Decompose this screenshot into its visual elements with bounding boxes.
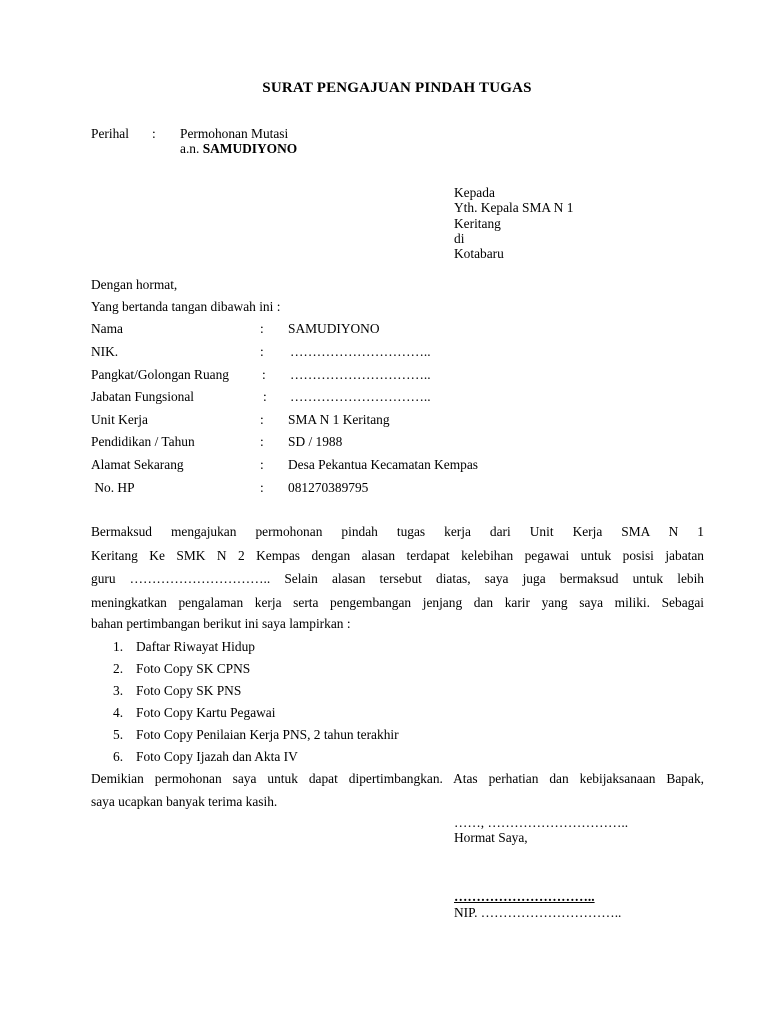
list-number: 4.: [113, 705, 124, 720]
closing-line: Demikian permohonan saya untuk dapat dipertimbangkan. Atas perhatian dan kebijaksanaan Bapak,: [91, 771, 704, 786]
perihal-name: SAMUDIYONO: [202, 141, 298, 156]
identity-label: Pangkat/Golongan Ruang: [91, 367, 229, 382]
perihal-label: Perihal: [91, 126, 129, 141]
regards: Hormat Saya,: [454, 830, 528, 845]
recipient-line: Yth. Kepala SMA N 1: [454, 200, 574, 215]
identity-colon: :: [263, 389, 267, 404]
identity-colon: :: [260, 344, 264, 359]
identity-value: SAMUDIYONO: [288, 321, 380, 336]
identity-value: Desa Pekantua Kecamatan Kempas: [288, 457, 478, 472]
perihal-line-2: [180, 141, 297, 157]
body-line: bahan pertimbangan berikut ini saya lampirkan :: [91, 616, 351, 631]
body-line: Bermaksud mengajukan permohonan pindah tugas kerja dari Unit Kerja SMA N 1: [91, 524, 704, 539]
identity-colon: :: [260, 457, 264, 472]
identity-label: Nama: [91, 321, 123, 336]
identity-colon: :: [260, 480, 264, 495]
signature-name-line: …………………………..: [454, 889, 595, 904]
identity-value: SD / 1988: [288, 434, 343, 449]
identity-label: Jabatan Fungsional: [91, 389, 195, 404]
nip-line: NIP. …………………………..: [454, 905, 622, 920]
body-line: meningkatkan pengalaman kerja serta pengembangan jenjang dan karir yang saya miliki. Sebagai: [91, 595, 704, 610]
identity-value: …………………………..: [290, 389, 431, 404]
list-item: Foto Copy Penilaian Kerja PNS, 2 tahun terakhir: [136, 727, 399, 742]
identity-label: Alamat Sekarang: [91, 457, 184, 472]
identity-value: 081270389795: [288, 480, 369, 495]
perihal-colon: :: [152, 126, 156, 141]
greeting: Dengan hormat,: [91, 277, 178, 292]
identity-label: Pendidikan / Tahun: [91, 434, 195, 449]
place-date: ……, …………………………..: [454, 815, 629, 830]
recipient-line: Kotabaru: [454, 246, 504, 261]
identity-value: SMA N 1 Keritang: [288, 412, 390, 427]
recipient-line: Kepada: [454, 185, 495, 200]
identity-label: NIK.: [91, 344, 119, 359]
identity-value: …………………………..: [290, 367, 431, 382]
list-item: Foto Copy Kartu Pegawai: [136, 705, 276, 720]
list-item: Foto Copy SK PNS: [136, 683, 242, 698]
list-number: 1.: [113, 639, 124, 654]
body-line: Keritang Ke SMK N 2 Kempas dengan alasan terdapat kelebihan pegawai untuk posisi jabatan: [91, 548, 704, 563]
list-number: 5.: [113, 727, 124, 742]
body-line: guru ………………………….. Selain alasan tersebut diatas, saya juga bermaksud untuk lebih: [91, 571, 704, 586]
identity-label: Unit Kerja: [91, 412, 148, 427]
list-item: Daftar Riwayat Hidup: [136, 639, 255, 654]
identity-colon: :: [260, 434, 264, 449]
identity-colon: :: [262, 367, 266, 382]
letter-title: SURAT PENGAJUAN PINDAH TUGAS: [262, 80, 532, 96]
perihal-prefix: a.n.: [180, 141, 203, 156]
recipient-line: di: [454, 231, 465, 246]
recipient-line: Keritang: [454, 216, 501, 231]
identity-value: …………………………..: [290, 344, 431, 359]
list-number: 2.: [113, 661, 124, 676]
list-item: Foto Copy SK CPNS: [136, 661, 251, 676]
list-item: Foto Copy Ijazah dan Akta IV: [136, 749, 298, 764]
intro-line: Yang bertanda tangan dibawah ini :: [91, 299, 281, 314]
perihal-line-1: Permohonan Mutasi: [180, 126, 289, 141]
identity-label: No. HP: [91, 480, 135, 495]
list-number: 3.: [113, 683, 124, 698]
list-number: 6.: [113, 749, 124, 764]
closing-line: saya ucapkan banyak terima kasih.: [91, 794, 278, 809]
identity-colon: :: [260, 412, 264, 427]
identity-colon: :: [260, 321, 264, 336]
